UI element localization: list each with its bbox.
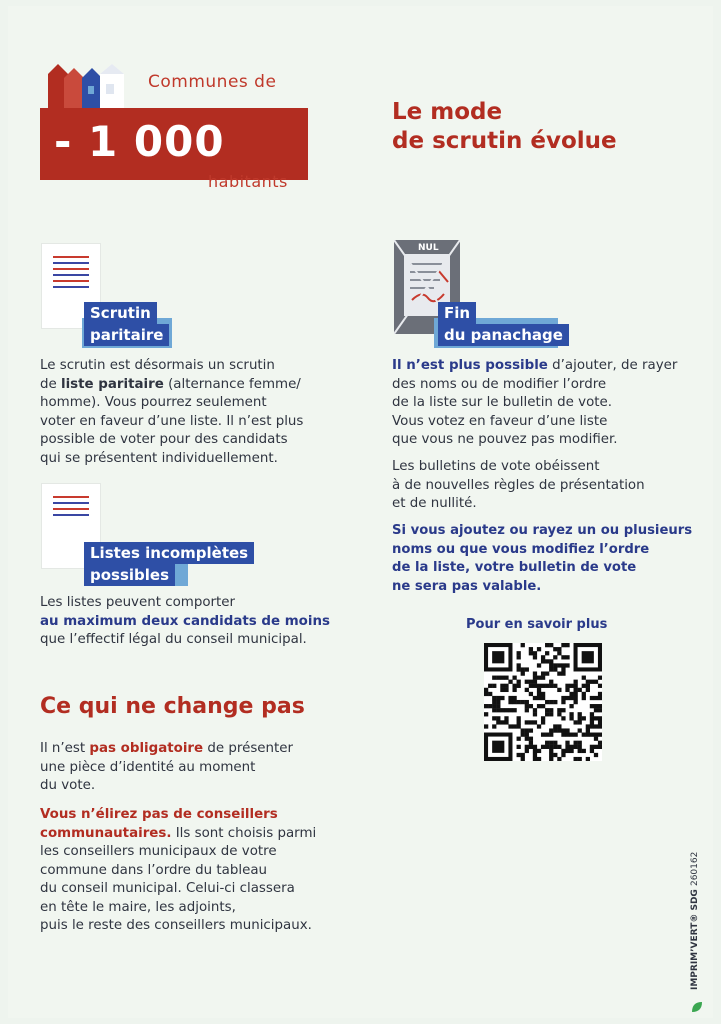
text-line: [392, 357, 677, 376]
print-code: 260162: [690, 851, 700, 887]
text-line: que vous ne pouvez pas modifier.: [392, 432, 618, 447]
text-line: ne sera pas valable.: [392, 578, 542, 594]
text-line: du conseil municipal. Celui-ci classera: [40, 881, 295, 896]
text-line: de la liste, votre bulletin de vote: [392, 560, 637, 575]
text-line: des noms ou de modifier l’ordre: [392, 376, 607, 392]
qr-label: Pour en savoir plus: [466, 617, 608, 632]
text-span: (alternance femme/: [163, 376, 301, 392]
title-line-1: Le mode: [392, 99, 503, 125]
text-line: noms ou que vous modifiez l’ordre: [392, 541, 650, 557]
text-line: du vote.: [40, 778, 96, 793]
text-line: [40, 740, 293, 759]
text-span: Ils sont choisis parmi: [171, 825, 317, 841]
text-line: puis le reste des conseillers municipaux.: [40, 918, 312, 933]
tag-du-panachage: du panachage: [438, 324, 569, 346]
houses-icon: [44, 60, 140, 112]
tag-scrutin: Scrutin: [84, 302, 157, 324]
text-line: possible de voter pour des candidats: [40, 432, 288, 447]
title-line-2: de scrutin évolue: [392, 128, 617, 154]
imprimvert-label: IMPRIM’VERT®: [690, 913, 700, 990]
text-line: Si vous ajoutez ou rayez un ou plusieurs: [392, 523, 693, 538]
unchanged-text-2: [40, 806, 316, 936]
text-line: Vous votez en faveur d’une liste: [392, 413, 608, 429]
text-line: une pièce d’identité au moment: [40, 759, 256, 775]
text-line: homme). Vous pourrez seulement: [40, 395, 267, 410]
text-line: à de nouvelles règles de présentation: [392, 477, 645, 493]
emphasis: Vous n’élirez pas de conseillers: [40, 807, 278, 822]
fin-panachage-warning: [392, 522, 692, 596]
text-line: de la liste sur le bulletin de vote.: [392, 395, 613, 410]
nul-label: NUL: [418, 243, 439, 253]
listes-incompletes-text: [40, 594, 330, 650]
text-line: qui se présentent individuellement.: [40, 450, 278, 466]
sdg-label: SDG: [690, 889, 700, 911]
text-line: Les listes peuvent comporter: [40, 595, 236, 610]
text-line: commune dans l’ordre du tableau: [40, 862, 268, 878]
tag-fin: Fin: [438, 302, 476, 324]
print-credit: [690, 852, 700, 990]
population-number: - 1 000: [54, 117, 225, 166]
habitants-label: habitants: [208, 172, 288, 191]
fin-panachage-text-2: [392, 458, 645, 514]
section-heading-unchanged: Ce qui ne change pas: [40, 694, 305, 719]
emphasis-line: au maximum deux candidats de moins: [40, 613, 330, 629]
communes-de-label: Communes de: [148, 72, 277, 92]
emphasis: communautaires.: [40, 825, 172, 841]
text-line: [40, 825, 316, 844]
emphasis: Il n’est plus possible: [392, 358, 548, 373]
text-line: [40, 376, 303, 395]
text-line: en tête le maire, les adjoints,: [40, 899, 236, 915]
text-line: Le scrutin est désormais un scrutin: [40, 358, 275, 373]
scrutin-paritaire-text: [40, 357, 303, 468]
emphasis: pas obligatoire: [89, 741, 204, 756]
text-line: et de nullité.: [392, 496, 477, 511]
qr-code[interactable]: [484, 643, 602, 761]
text-line: voter en faveur d’une liste. Il n’est plus: [40, 413, 304, 429]
text-line: que l’effectif légal du conseil municipal.: [40, 632, 307, 647]
text-line: les conseillers municipaux de votre: [40, 844, 277, 859]
text-span: de: [40, 376, 61, 392]
text-span: Il n’est: [40, 741, 90, 756]
tag-paritaire: paritaire: [84, 324, 169, 346]
leaf-icon: [690, 1000, 704, 1014]
page-title: [392, 98, 617, 156]
tag-possibles: possibles: [84, 564, 175, 586]
text-line: [40, 806, 316, 825]
text-span: d’ajouter, de rayer: [547, 358, 678, 373]
text-span: de présenter: [203, 741, 294, 756]
unchanged-text-1: [40, 740, 293, 796]
emphasis: liste paritaire: [61, 376, 164, 392]
tag-listes-incompletes: Listes incomplètes: [84, 542, 254, 564]
fin-panachage-text-1: [392, 357, 677, 450]
qr-code-icon: [484, 643, 602, 761]
text-line: Les bulletins de vote obéissent: [392, 459, 600, 474]
